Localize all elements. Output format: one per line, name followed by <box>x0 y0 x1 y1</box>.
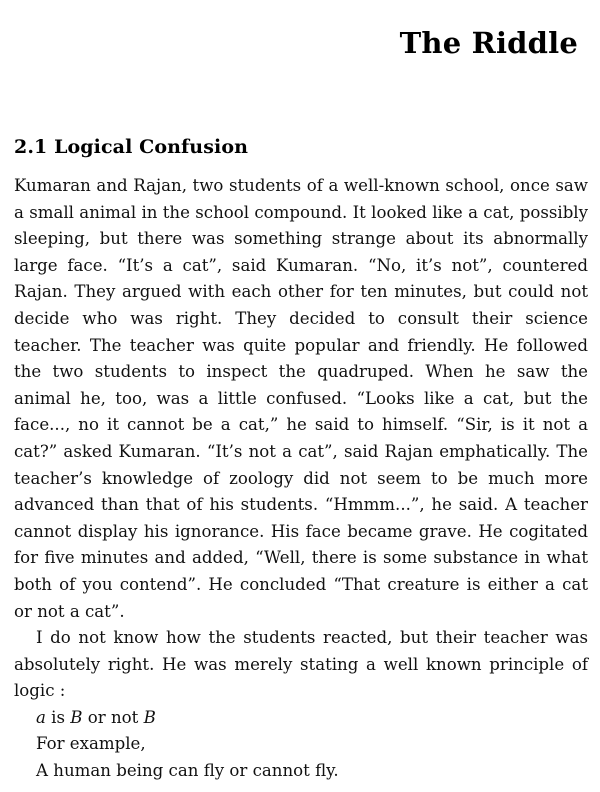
example-sentence: A human being can fly or cannot fly. <box>36 761 339 781</box>
example-label: For example, <box>36 734 146 754</box>
body-text <box>14 173 588 785</box>
formula-line <box>14 705 588 732</box>
formula-variable-b-negated: B <box>143 707 156 727</box>
formula-connector-is: is <box>45 707 71 727</box>
formula-variable-a: a <box>36 707 46 727</box>
section-heading: 2.1 Logical Confusion <box>14 136 249 158</box>
paragraph: I do not know how the students reacted, but their teacher was absolutely right. He was merely stating a well known principle of logic : <box>14 628 588 701</box>
page-title: The Riddle <box>399 26 578 60</box>
formula-variable-b: B <box>70 707 83 727</box>
paragraph: Kumaran and Rajan, two students of a well-known school, once saw a small animal in the school compound. It looked like a cat, possibly sleeping, but there was something strange about its abnormally large face. “It’s a cat”, said Kumaran. “No, it’s not”, countered Rajan. They argued with each other for ten minutes, but could not decide who was right. They decided to consult their science teacher. The teacher was quite popular and friendly. He followed the two students to inspect the quadruped. When he saw the animal he, too, was a little confused. “Looks like a cat, but the face..., no it cannot be a cat,” he said to himself. “Sir, is it not a cat?” asked Kumaran. “It’s not a cat”, said Rajan emphatically. The teacher’s knowledge of zoology did not seem to be much more advanced than that of his students. “Hmmm...”, he said. A teacher cannot display his ignorance. His face became grave. He cogitated for five minutes and added, “Well, there is some substance in what both of you contend”. He concluded “That creature is either a cat or not a cat”. <box>14 176 588 621</box>
formula-connector-ornot: or not <box>82 707 144 727</box>
